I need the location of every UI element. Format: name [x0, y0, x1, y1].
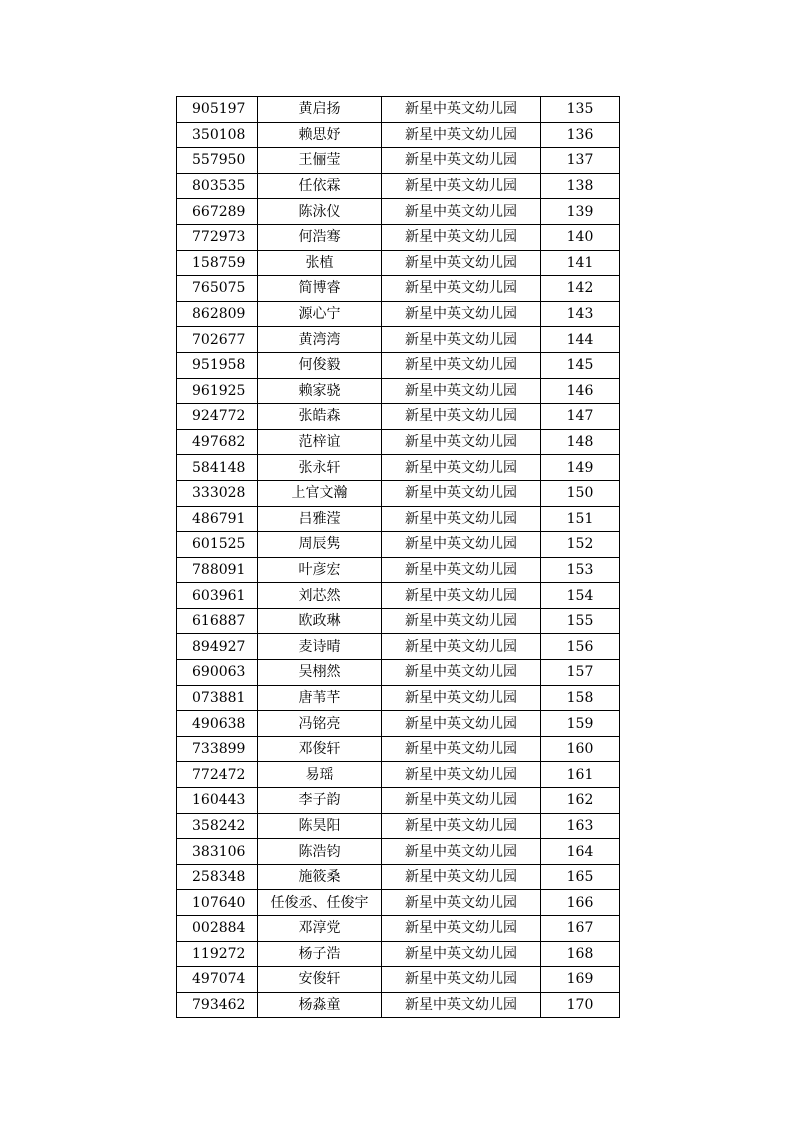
school-cell: 新星中英文幼儿园	[382, 378, 541, 404]
table-row	[177, 685, 620, 711]
school-cell: 新星中英文幼儿园	[382, 864, 541, 890]
id-cell: 603961	[177, 583, 258, 609]
name-cell: 张植	[258, 250, 382, 276]
name-cell: 张永轩	[258, 455, 382, 481]
school-cell: 新星中英文幼儿园	[382, 276, 541, 302]
number-cell: 152	[541, 532, 620, 558]
number-cell: 167	[541, 916, 620, 942]
table-row	[177, 199, 620, 225]
number-cell: 155	[541, 608, 620, 634]
school-cell: 新星中英文幼儿园	[382, 480, 541, 506]
id-cell: 862809	[177, 301, 258, 327]
school-cell: 新星中英文幼儿园	[382, 736, 541, 762]
name-cell: 黄启扬	[258, 97, 382, 123]
number-cell: 166	[541, 890, 620, 916]
name-cell: 邓淳党	[258, 916, 382, 942]
school-cell: 新星中英文幼儿园	[382, 506, 541, 532]
number-cell: 143	[541, 301, 620, 327]
school-cell: 新星中英文幼儿园	[382, 788, 541, 814]
id-cell: 702677	[177, 327, 258, 353]
id-cell: 894927	[177, 634, 258, 660]
number-cell: 148	[541, 429, 620, 455]
id-cell: 350108	[177, 122, 258, 148]
id-cell: 073881	[177, 685, 258, 711]
name-cell: 欧政琳	[258, 608, 382, 634]
school-cell: 新星中英文幼儿园	[382, 660, 541, 686]
number-cell: 141	[541, 250, 620, 276]
number-cell: 150	[541, 480, 620, 506]
table-row	[177, 455, 620, 481]
name-cell: 冯铭亮	[258, 711, 382, 737]
table-row	[177, 352, 620, 378]
table-row	[177, 224, 620, 250]
school-cell: 新星中英文幼儿园	[382, 916, 541, 942]
table-row	[177, 148, 620, 174]
name-cell: 范梓谊	[258, 429, 382, 455]
table-row	[177, 173, 620, 199]
roster-table-body	[177, 97, 620, 1018]
school-cell: 新星中英文幼儿园	[382, 890, 541, 916]
table-row	[177, 532, 620, 558]
number-cell: 147	[541, 404, 620, 430]
table-row	[177, 429, 620, 455]
id-cell: 667289	[177, 199, 258, 225]
id-cell: 258348	[177, 864, 258, 890]
table-row	[177, 250, 620, 276]
name-cell: 上官文瀚	[258, 480, 382, 506]
name-cell: 施筱桑	[258, 864, 382, 890]
table-row	[177, 404, 620, 430]
id-cell: 793462	[177, 992, 258, 1018]
id-cell: 119272	[177, 941, 258, 967]
number-cell: 138	[541, 173, 620, 199]
table-row	[177, 276, 620, 302]
name-cell: 源心宁	[258, 301, 382, 327]
roster-table	[176, 96, 620, 1018]
id-cell: 158759	[177, 250, 258, 276]
table-row	[177, 660, 620, 686]
school-cell: 新星中英文幼儿园	[382, 429, 541, 455]
number-cell: 170	[541, 992, 620, 1018]
name-cell: 黄湾湾	[258, 327, 382, 353]
school-cell: 新星中英文幼儿园	[382, 685, 541, 711]
school-cell: 新星中英文幼儿园	[382, 557, 541, 583]
number-cell: 159	[541, 711, 620, 737]
id-cell: 584148	[177, 455, 258, 481]
number-cell: 144	[541, 327, 620, 353]
table-row	[177, 967, 620, 993]
number-cell: 137	[541, 148, 620, 174]
name-cell: 吕雅滢	[258, 506, 382, 532]
name-cell: 简博睿	[258, 276, 382, 302]
table-row	[177, 122, 620, 148]
number-cell: 169	[541, 967, 620, 993]
name-cell: 叶彦宏	[258, 557, 382, 583]
id-cell: 557950	[177, 148, 258, 174]
school-cell: 新星中英文幼儿园	[382, 992, 541, 1018]
table-row	[177, 890, 620, 916]
id-cell: 616887	[177, 608, 258, 634]
name-cell: 刘芯然	[258, 583, 382, 609]
school-cell: 新星中英文幼儿园	[382, 97, 541, 123]
table-row	[177, 634, 620, 660]
name-cell: 陈泳仪	[258, 199, 382, 225]
number-cell: 146	[541, 378, 620, 404]
id-cell: 490638	[177, 711, 258, 737]
number-cell: 135	[541, 97, 620, 123]
id-cell: 497074	[177, 967, 258, 993]
id-cell: 733899	[177, 736, 258, 762]
name-cell: 安俊轩	[258, 967, 382, 993]
school-cell: 新星中英文幼儿园	[382, 839, 541, 865]
table-row	[177, 480, 620, 506]
table-row	[177, 378, 620, 404]
table-row	[177, 97, 620, 123]
table-row	[177, 608, 620, 634]
id-cell: 601525	[177, 532, 258, 558]
school-cell: 新星中英文幼儿园	[382, 148, 541, 174]
name-cell: 赖家骁	[258, 378, 382, 404]
number-cell: 164	[541, 839, 620, 865]
school-cell: 新星中英文幼儿园	[382, 122, 541, 148]
name-cell: 麦诗晴	[258, 634, 382, 660]
name-cell: 周辰隽	[258, 532, 382, 558]
table-row	[177, 736, 620, 762]
school-cell: 新星中英文幼儿园	[382, 813, 541, 839]
id-cell: 486791	[177, 506, 258, 532]
table-row	[177, 839, 620, 865]
table-row	[177, 941, 620, 967]
id-cell: 383106	[177, 839, 258, 865]
id-cell: 690063	[177, 660, 258, 686]
id-cell: 765075	[177, 276, 258, 302]
school-cell: 新星中英文幼儿园	[382, 532, 541, 558]
name-cell: 张皓森	[258, 404, 382, 430]
name-cell: 邓俊轩	[258, 736, 382, 762]
number-cell: 157	[541, 660, 620, 686]
name-cell: 杨淼童	[258, 992, 382, 1018]
number-cell: 153	[541, 557, 620, 583]
number-cell: 149	[541, 455, 620, 481]
table-row	[177, 327, 620, 353]
name-cell: 李子韵	[258, 788, 382, 814]
school-cell: 新星中英文幼儿园	[382, 608, 541, 634]
number-cell: 168	[541, 941, 620, 967]
school-cell: 新星中英文幼儿园	[382, 301, 541, 327]
table-row	[177, 762, 620, 788]
id-cell: 905197	[177, 97, 258, 123]
school-cell: 新星中英文幼儿园	[382, 634, 541, 660]
number-cell: 163	[541, 813, 620, 839]
name-cell: 何浩骞	[258, 224, 382, 250]
id-cell: 961925	[177, 378, 258, 404]
id-cell: 772973	[177, 224, 258, 250]
name-cell: 陈昊阳	[258, 813, 382, 839]
name-cell: 易瑶	[258, 762, 382, 788]
school-cell: 新星中英文幼儿园	[382, 199, 541, 225]
id-cell: 924772	[177, 404, 258, 430]
id-cell: 803535	[177, 173, 258, 199]
table-row	[177, 864, 620, 890]
school-cell: 新星中英文幼儿园	[382, 941, 541, 967]
school-cell: 新星中英文幼儿园	[382, 352, 541, 378]
table-row	[177, 301, 620, 327]
number-cell: 136	[541, 122, 620, 148]
id-cell: 497682	[177, 429, 258, 455]
number-cell: 160	[541, 736, 620, 762]
name-cell: 吴栩然	[258, 660, 382, 686]
name-cell: 杨子浩	[258, 941, 382, 967]
id-cell: 002884	[177, 916, 258, 942]
table-row	[177, 506, 620, 532]
school-cell: 新星中英文幼儿园	[382, 711, 541, 737]
name-cell: 任俊丞、任俊宇	[258, 890, 382, 916]
table-row	[177, 788, 620, 814]
name-cell: 何俊毅	[258, 352, 382, 378]
name-cell: 陈浩钧	[258, 839, 382, 865]
number-cell: 165	[541, 864, 620, 890]
name-cell: 赖思妤	[258, 122, 382, 148]
school-cell: 新星中英文幼儿园	[382, 583, 541, 609]
table-row	[177, 711, 620, 737]
table-row	[177, 992, 620, 1018]
name-cell: 王俪莹	[258, 148, 382, 174]
id-cell: 333028	[177, 480, 258, 506]
number-cell: 145	[541, 352, 620, 378]
school-cell: 新星中英文幼儿园	[382, 455, 541, 481]
number-cell: 140	[541, 224, 620, 250]
school-cell: 新星中英文幼儿园	[382, 327, 541, 353]
number-cell: 156	[541, 634, 620, 660]
table-row	[177, 916, 620, 942]
number-cell: 142	[541, 276, 620, 302]
number-cell: 154	[541, 583, 620, 609]
id-cell: 788091	[177, 557, 258, 583]
number-cell: 139	[541, 199, 620, 225]
name-cell: 唐苇芊	[258, 685, 382, 711]
number-cell: 162	[541, 788, 620, 814]
school-cell: 新星中英文幼儿园	[382, 967, 541, 993]
id-cell: 951958	[177, 352, 258, 378]
table-row	[177, 557, 620, 583]
school-cell: 新星中英文幼儿园	[382, 224, 541, 250]
number-cell: 161	[541, 762, 620, 788]
id-cell: 107640	[177, 890, 258, 916]
number-cell: 158	[541, 685, 620, 711]
school-cell: 新星中英文幼儿园	[382, 173, 541, 199]
school-cell: 新星中英文幼儿园	[382, 404, 541, 430]
name-cell: 任依霖	[258, 173, 382, 199]
school-cell: 新星中英文幼儿园	[382, 762, 541, 788]
id-cell: 772472	[177, 762, 258, 788]
id-cell: 160443	[177, 788, 258, 814]
table-row	[177, 583, 620, 609]
id-cell: 358242	[177, 813, 258, 839]
number-cell: 151	[541, 506, 620, 532]
table-row	[177, 813, 620, 839]
school-cell: 新星中英文幼儿园	[382, 250, 541, 276]
